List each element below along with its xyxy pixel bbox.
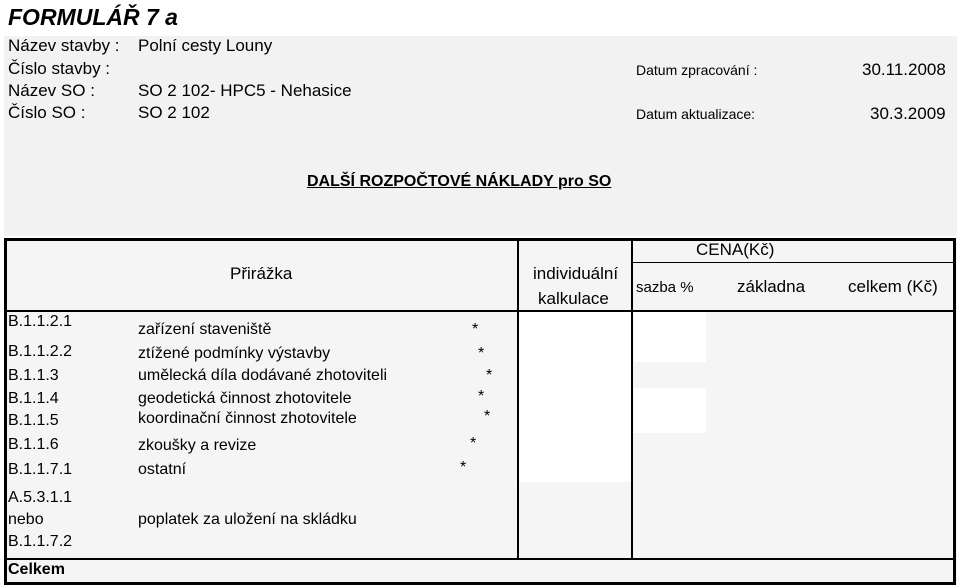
processed-label: Datum zpracování : <box>636 62 758 78</box>
col-zakladna: základna <box>737 277 806 296</box>
building-label: Název stavby : <box>8 36 120 55</box>
col-celkem: celkem (Kč) <box>848 277 938 296</box>
individual-left-border <box>517 238 519 560</box>
rate-cell <box>634 312 706 362</box>
row-name: geodetická činnost zhotovitele <box>138 390 352 407</box>
header-bottom-border <box>4 310 956 312</box>
table-top-border <box>4 238 956 241</box>
col-sazba: sazba % <box>636 279 694 296</box>
row-mark: * <box>478 388 485 405</box>
so-no-value: SO 2 102 <box>138 103 210 122</box>
header-panel <box>4 36 957 236</box>
col-prirazka: Přirážka <box>230 264 293 283</box>
building-no-label: Číslo stavby : <box>8 59 111 78</box>
individual-cells <box>519 312 631 482</box>
row-mark: * <box>470 435 477 452</box>
col-cena: CENA(Kč) <box>696 240 775 259</box>
row-code: B.1.1.3 <box>8 367 59 384</box>
form-title: FORMULÁŘ 7 a <box>8 4 178 30</box>
row-code: B.1.1.2.1 <box>8 313 73 330</box>
row-mark: * <box>460 459 467 476</box>
row-mark: * <box>484 408 491 425</box>
total-top-border <box>4 558 956 560</box>
row-mark: * <box>478 345 485 362</box>
row-name: zkoušky a revize <box>138 437 257 454</box>
table-left-border <box>4 238 7 585</box>
row-code: B.1.1.6 <box>8 436 59 453</box>
row-mark: * <box>472 321 479 338</box>
rate-cell <box>634 388 706 433</box>
row-code: B.1.1.2.2 <box>8 343 73 360</box>
row-code: B.1.1.5 <box>8 412 59 429</box>
individual-right-border <box>631 238 633 560</box>
row-code: B.1.1.7.1 <box>8 461 73 478</box>
section-heading: DALŠÍ ROZPOČTOVÉ NÁKLADY pro SO <box>307 173 612 190</box>
row-name: poplatek za uložení na skládku <box>138 511 357 528</box>
building-value: Polní cesty Louny <box>138 36 273 55</box>
row-mark: * <box>486 367 493 384</box>
row-code: nebo <box>8 511 44 528</box>
row-name: ostatní <box>138 461 187 478</box>
so-name-value: SO 2 102- HPC5 - Nehasice <box>138 81 352 100</box>
row-code: B.1.1.4 <box>8 390 59 407</box>
row-name: koordinační činnost zhotovitele <box>138 410 357 427</box>
row-name: ztížené podmínky výstavby <box>138 345 331 362</box>
row-code: A.5.3.1.1 <box>8 489 73 506</box>
row-code: B.1.1.7.2 <box>8 533 73 550</box>
updated-label: Datum aktualizace: <box>636 106 756 122</box>
table-right-border <box>953 238 956 585</box>
col-individual-2: kalkulace <box>538 289 609 308</box>
row-name: umělecká díla dodávané zhotoviteli <box>138 367 388 384</box>
cena-underline <box>633 262 956 263</box>
so-no-label: Číslo SO : <box>8 103 86 122</box>
processed-date: 30.11.2008 <box>862 60 946 79</box>
row-name: zařízení staveniště <box>138 321 272 338</box>
col-individual-1: individuální <box>533 264 619 283</box>
updated-date: 30.3.2009 <box>870 104 946 123</box>
so-name-label: Název SO : <box>8 81 95 100</box>
total-label: Celkem <box>8 561 65 578</box>
